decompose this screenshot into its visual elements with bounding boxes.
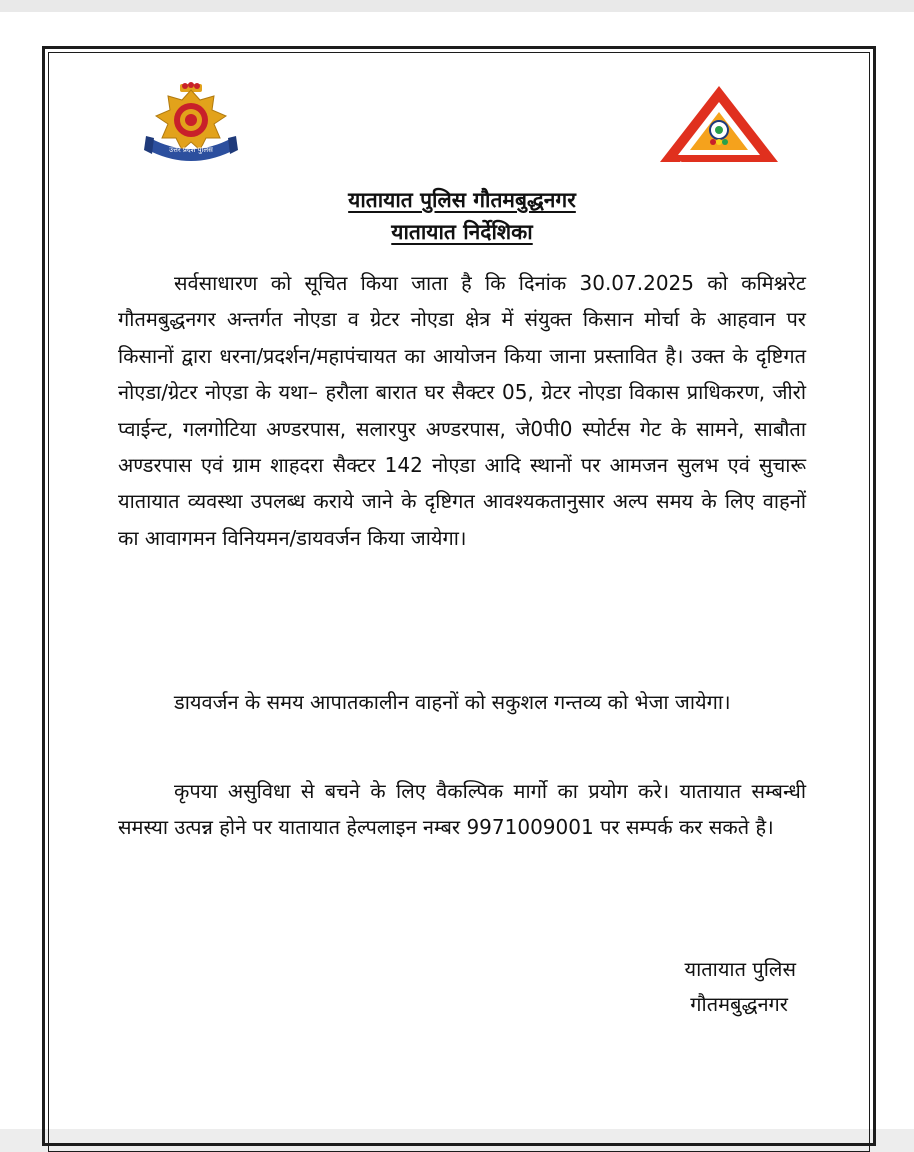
document-subtitle: यातायात निर्देशिका xyxy=(391,220,533,244)
notice-paragraph-3: कृपया असुविधा से बचने के लिए वैकल्पिक मार्गो का प्रयोग करे। यातायात सम्बन्धी समस्या उत्पन्न होने पर यातायात हेल्पलाइन नम्बर 9971009001 पर सम्पर्क कर सकते है। xyxy=(118,779,806,840)
signature-line-1: यातायात पुलिस xyxy=(684,957,796,981)
emblem-banner-text: उत्तर प्रदेश पुलिस xyxy=(169,146,213,154)
up-traffic-police-logo-icon xyxy=(658,84,780,168)
notice-paragraph-2: डायवर्जन के समय आपातकालीन वाहनों को सकुशल गन्तव्य को भेजा जायेगा। xyxy=(174,690,731,714)
traffic-logo-whatsapp: WhatsApp: 7065100100 xyxy=(671,161,767,168)
signature-line-2: गौतमबुद्धनगर xyxy=(690,992,788,1016)
notice-paragraph-1: सर्वसाधारण को सूचित किया जाता है कि दिनांक 30.07.2025 को कमिश्नरेट गौतमबुद्धनगर अन्तर्गत नोएडा व ग्रेटर नोएडा क्षेत्र में संयुक्त किसान मोर्चा के आहवान पर किसानों द्वारा धरना/प्रदर्शन/महापंचायत का आयोजन किया जाना प्रस्तावित है। उक्त के दृष्टिगत नोएडा/ग्रेटर नोएडा के यथा– हरौला बारात घर सैक्टर 05, ग्रेटर नोएडा विकास प्राधिकरण, जीरो प्वाईन्ट, गलगोटिया अण्डरपास, सलारपुर अण्डरपास, जे0पी0 स्पोर्टस गेट के सामने, साबौता अण्डरपास एवं ग्राम शाहदरा सैक्टर 142 नोएडा आदि स्थानों पर आमजन सुलभ एवं सुचारू यातायात व्यवस्था उपलब्ध कराये जाने के दृष्टिगत आवश्यकतानुसार अल्प समय के लिए वाहनों का आवागमन विनियमन/डायवर्जन किया जायेगा। xyxy=(118,271,806,550)
up-police-emblem-icon xyxy=(144,82,238,164)
document-border-inner xyxy=(48,52,870,1152)
top-strip xyxy=(0,0,914,12)
document-title: यातायात पुलिस गौतमबुद्धनगर xyxy=(348,188,576,212)
